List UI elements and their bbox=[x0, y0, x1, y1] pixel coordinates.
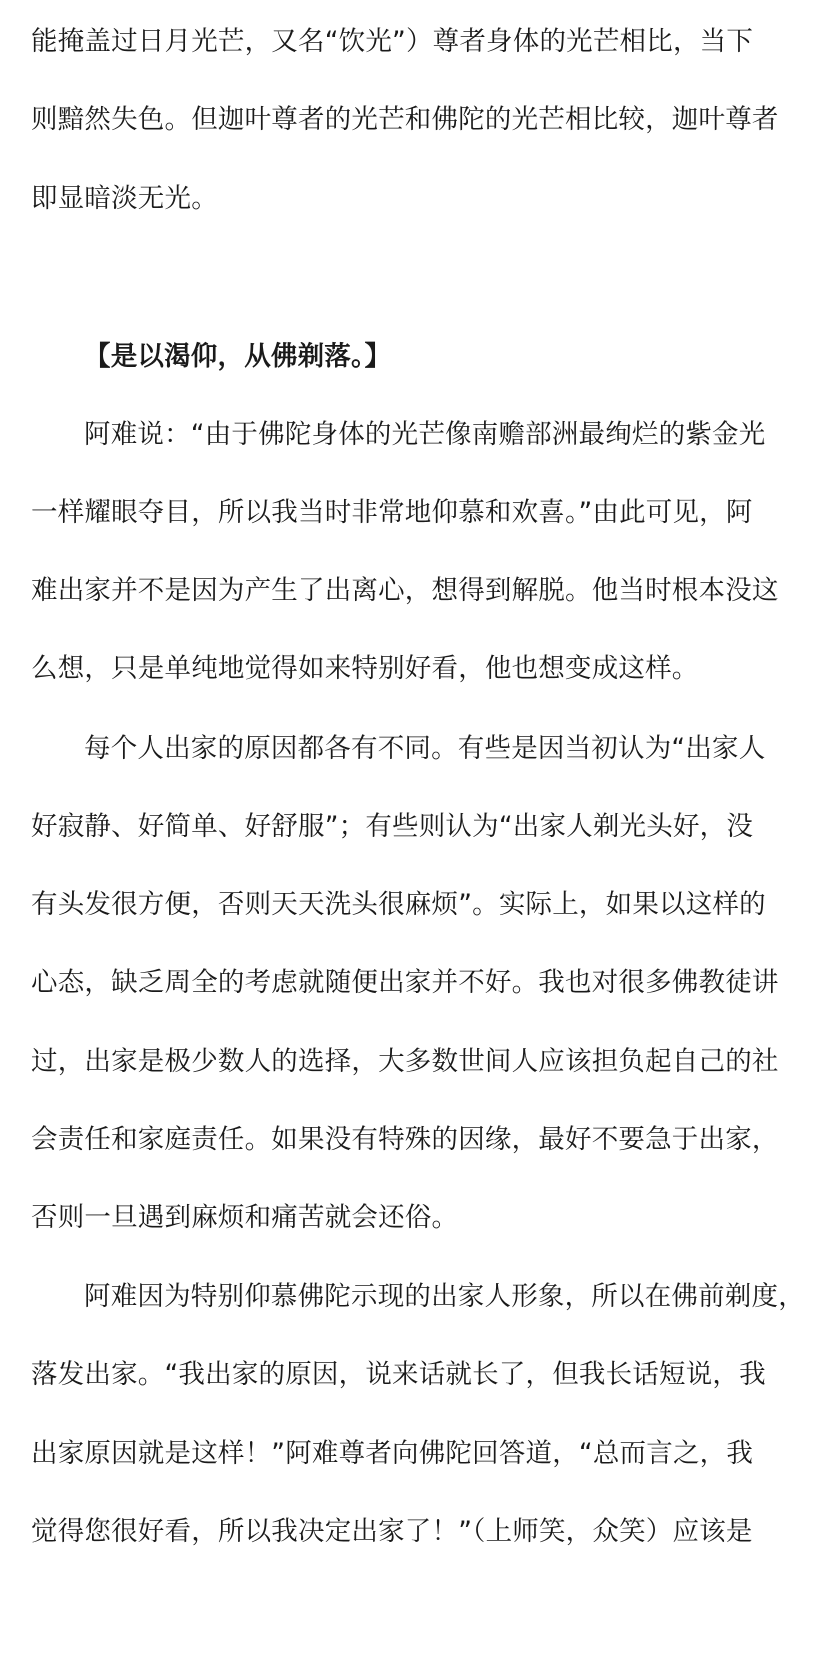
text-line: 能掩盖过日月光芒，又名“饮光”）尊者身体的光芒相比，当下 bbox=[31, 26, 754, 57]
text-line: 么想，只是单纯地觉得如来特别好看，他也想变成这样。 bbox=[31, 653, 699, 684]
text-line: 阿难说：“由于佛陀身体的光芒像南赡部洲最绚烂的紫金光 bbox=[84, 419, 766, 450]
text-line: 难出家并不是因为产生了出离心，想得到解脱。他当时根本没这 bbox=[31, 575, 779, 606]
text-line: 出家原因就是这样！”阿难尊者向佛陀回答道，“总而言之，我 bbox=[31, 1438, 754, 1469]
section-heading: 【是以渴仰，从佛剃落。】 bbox=[84, 341, 392, 372]
text-line: 阿难因为特别仰慕佛陀示现的出家人形象，所以在佛前剃度， bbox=[84, 1281, 805, 1312]
text-line: 有头发很方便，否则天天洗头很麻烦”。实际上，如果以这样的 bbox=[31, 889, 766, 920]
text-line: 落发出家。“我出家的原因，说来话就长了，但我长话短说，我 bbox=[31, 1359, 766, 1390]
text-line: 心态，缺乏周全的考虑就随便出家并不好。我也对很多佛教徒讲 bbox=[31, 967, 779, 998]
text-line: 会责任和家庭责任。如果没有特殊的因缘，最好不要急于出家， bbox=[31, 1124, 779, 1155]
text-line: 即显暗淡无光。 bbox=[31, 183, 218, 214]
text-line: 则黯然失色。但迦叶尊者的光芒和佛陀的光芒相比较，迦叶尊者 bbox=[31, 104, 779, 135]
text-line: 一样耀眼夺目，所以我当时非常地仰慕和欢喜。”由此可见，阿 bbox=[31, 497, 753, 528]
text-line: 觉得您很好看，所以我决定出家了！”（上师笑，众笑）应该是 bbox=[31, 1516, 753, 1547]
text-line: 好寂静、好简单、好舒服”；有些则认为“出家人剃光头好，没 bbox=[31, 811, 754, 842]
text-line: 否则一旦遇到麻烦和痛苦就会还俗。 bbox=[31, 1202, 459, 1233]
text-line: 过，出家是极少数人的选择，大多数世间人应该担负起自己的社 bbox=[31, 1046, 779, 1077]
text-line: 每个人出家的原因都各有不同。有些是因当初认为“出家人 bbox=[84, 733, 766, 764]
